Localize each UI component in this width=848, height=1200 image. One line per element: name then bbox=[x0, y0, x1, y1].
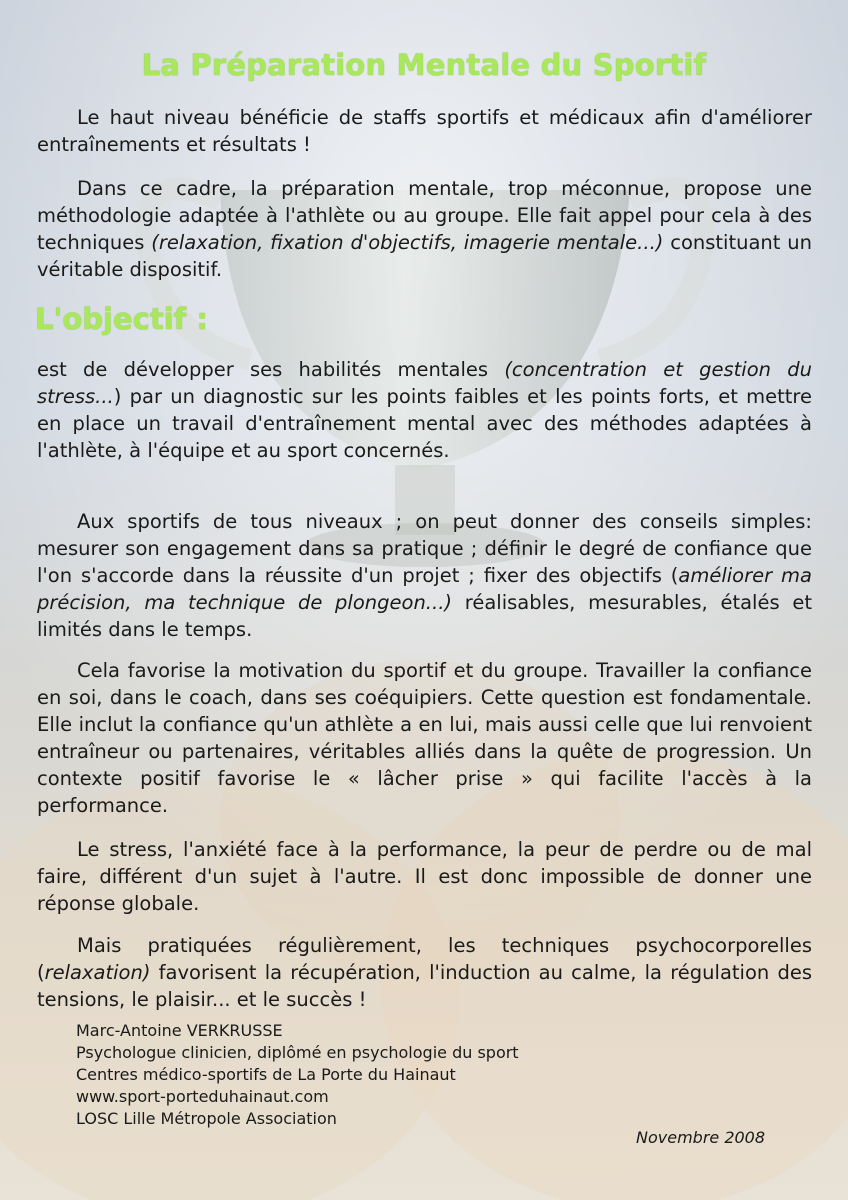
paragraph-conclusion-end: favorisent la récupération, l'induction au calme, la régulation des tensions, le plaisir... et le succès ! bbox=[37, 961, 812, 1011]
paragraph-objective-text: est de développer ses habilités mentales bbox=[37, 358, 505, 381]
paragraph-intro-text: Le haut niveau bénéficie de staffs sportifs et médicaux afin d'améliorer entraînements et résultats ! bbox=[37, 106, 812, 156]
paragraph-conclusion bbox=[37, 932, 812, 1013]
paragraph-advice bbox=[37, 508, 812, 643]
paragraph-stress-text: Le stress, l'anxiété face à la performance, la peur de perdre ou de mal faire, différent d'un sujet à l'autre. Il est donc impossible de donner une réponse globale. bbox=[37, 838, 812, 915]
signature-block bbox=[76, 1020, 519, 1130]
paragraph-advice-italic: améliorer ma précision, ma technique de plongeon...) bbox=[37, 564, 812, 614]
section-heading: L'objectif : bbox=[35, 302, 208, 336]
paragraph-conclusion-italic: relaxation) bbox=[44, 961, 151, 984]
paragraph-intro bbox=[37, 104, 812, 158]
paragraph-context bbox=[37, 175, 812, 283]
paragraph-context-end: constituant un véritable dispositif. bbox=[37, 231, 813, 281]
author-role: Psychologue clinicien, diplômé en psychologie du sport bbox=[76, 1043, 519, 1062]
page-title: La Préparation Mentale du Sportif bbox=[141, 48, 707, 82]
paragraph-stress bbox=[37, 836, 812, 917]
author-name: Marc-Antoine VERKRUSSE bbox=[76, 1021, 283, 1040]
website-link[interactable]: www.sport-porteduhainaut.com bbox=[76, 1087, 329, 1106]
paragraph-motivation-text: Cela favorise la motivation du sportif et du groupe. Travailler la confiance en soi, dans le coach, dans ses coéquipiers. Cette question est fondamentale. Elle inclut la confiance qu'un athlète a en lui, mais aussi celle que lui renvoient entraîneur ou partenaires, véritables alliés dans la quête de progression. Un contexte positif favorise le « lâcher prise » qui facilite l'accès à la performance. bbox=[37, 659, 812, 817]
paragraph-objective-italic: (concentration et gestion du stress... bbox=[37, 358, 812, 408]
paragraph-context-italic: (relaxation, fixation d'objectifs, imagerie mentale...) bbox=[151, 231, 664, 254]
paragraph-context-text: Dans ce cadre, la préparation mentale, trop méconnue, propose une méthodologie adaptée à l'athlète ou au groupe. Elle fait appel pour cela à des techniques bbox=[37, 177, 812, 254]
paragraph-motivation bbox=[37, 657, 812, 819]
paragraph-advice-end: réalisables, mesurables, étalés et limités dans le temps. bbox=[37, 591, 812, 641]
paragraph-objective-end: ) par un diagnostic sur les points faibles et les points forts, et mettre en place un travail d'entraînement mental avec des méthodes adaptées à l'athlète, à l'équipe et au sport concernés. bbox=[37, 385, 812, 462]
author-club: LOSC Lille Métropole Association bbox=[76, 1109, 337, 1128]
publication-date: Novembre 2008 bbox=[636, 1128, 766, 1147]
paragraph-advice-text: Aux sportifs de tous niveaux ; on peut donner des conseils simples: mesurer son engagement dans sa pratique ; définir le degré de confiance que l'on s'accorde dans la réussite d'un projet ; fixer des objectifs ( bbox=[37, 510, 812, 587]
paragraph-conclusion-text: Mais pratiquées régulièrement, les techniques psychocorporelles ( bbox=[37, 934, 812, 984]
author-organization: Centres médico-sportifs de La Porte du Hainaut bbox=[76, 1065, 456, 1084]
paragraph-objective bbox=[37, 356, 812, 464]
